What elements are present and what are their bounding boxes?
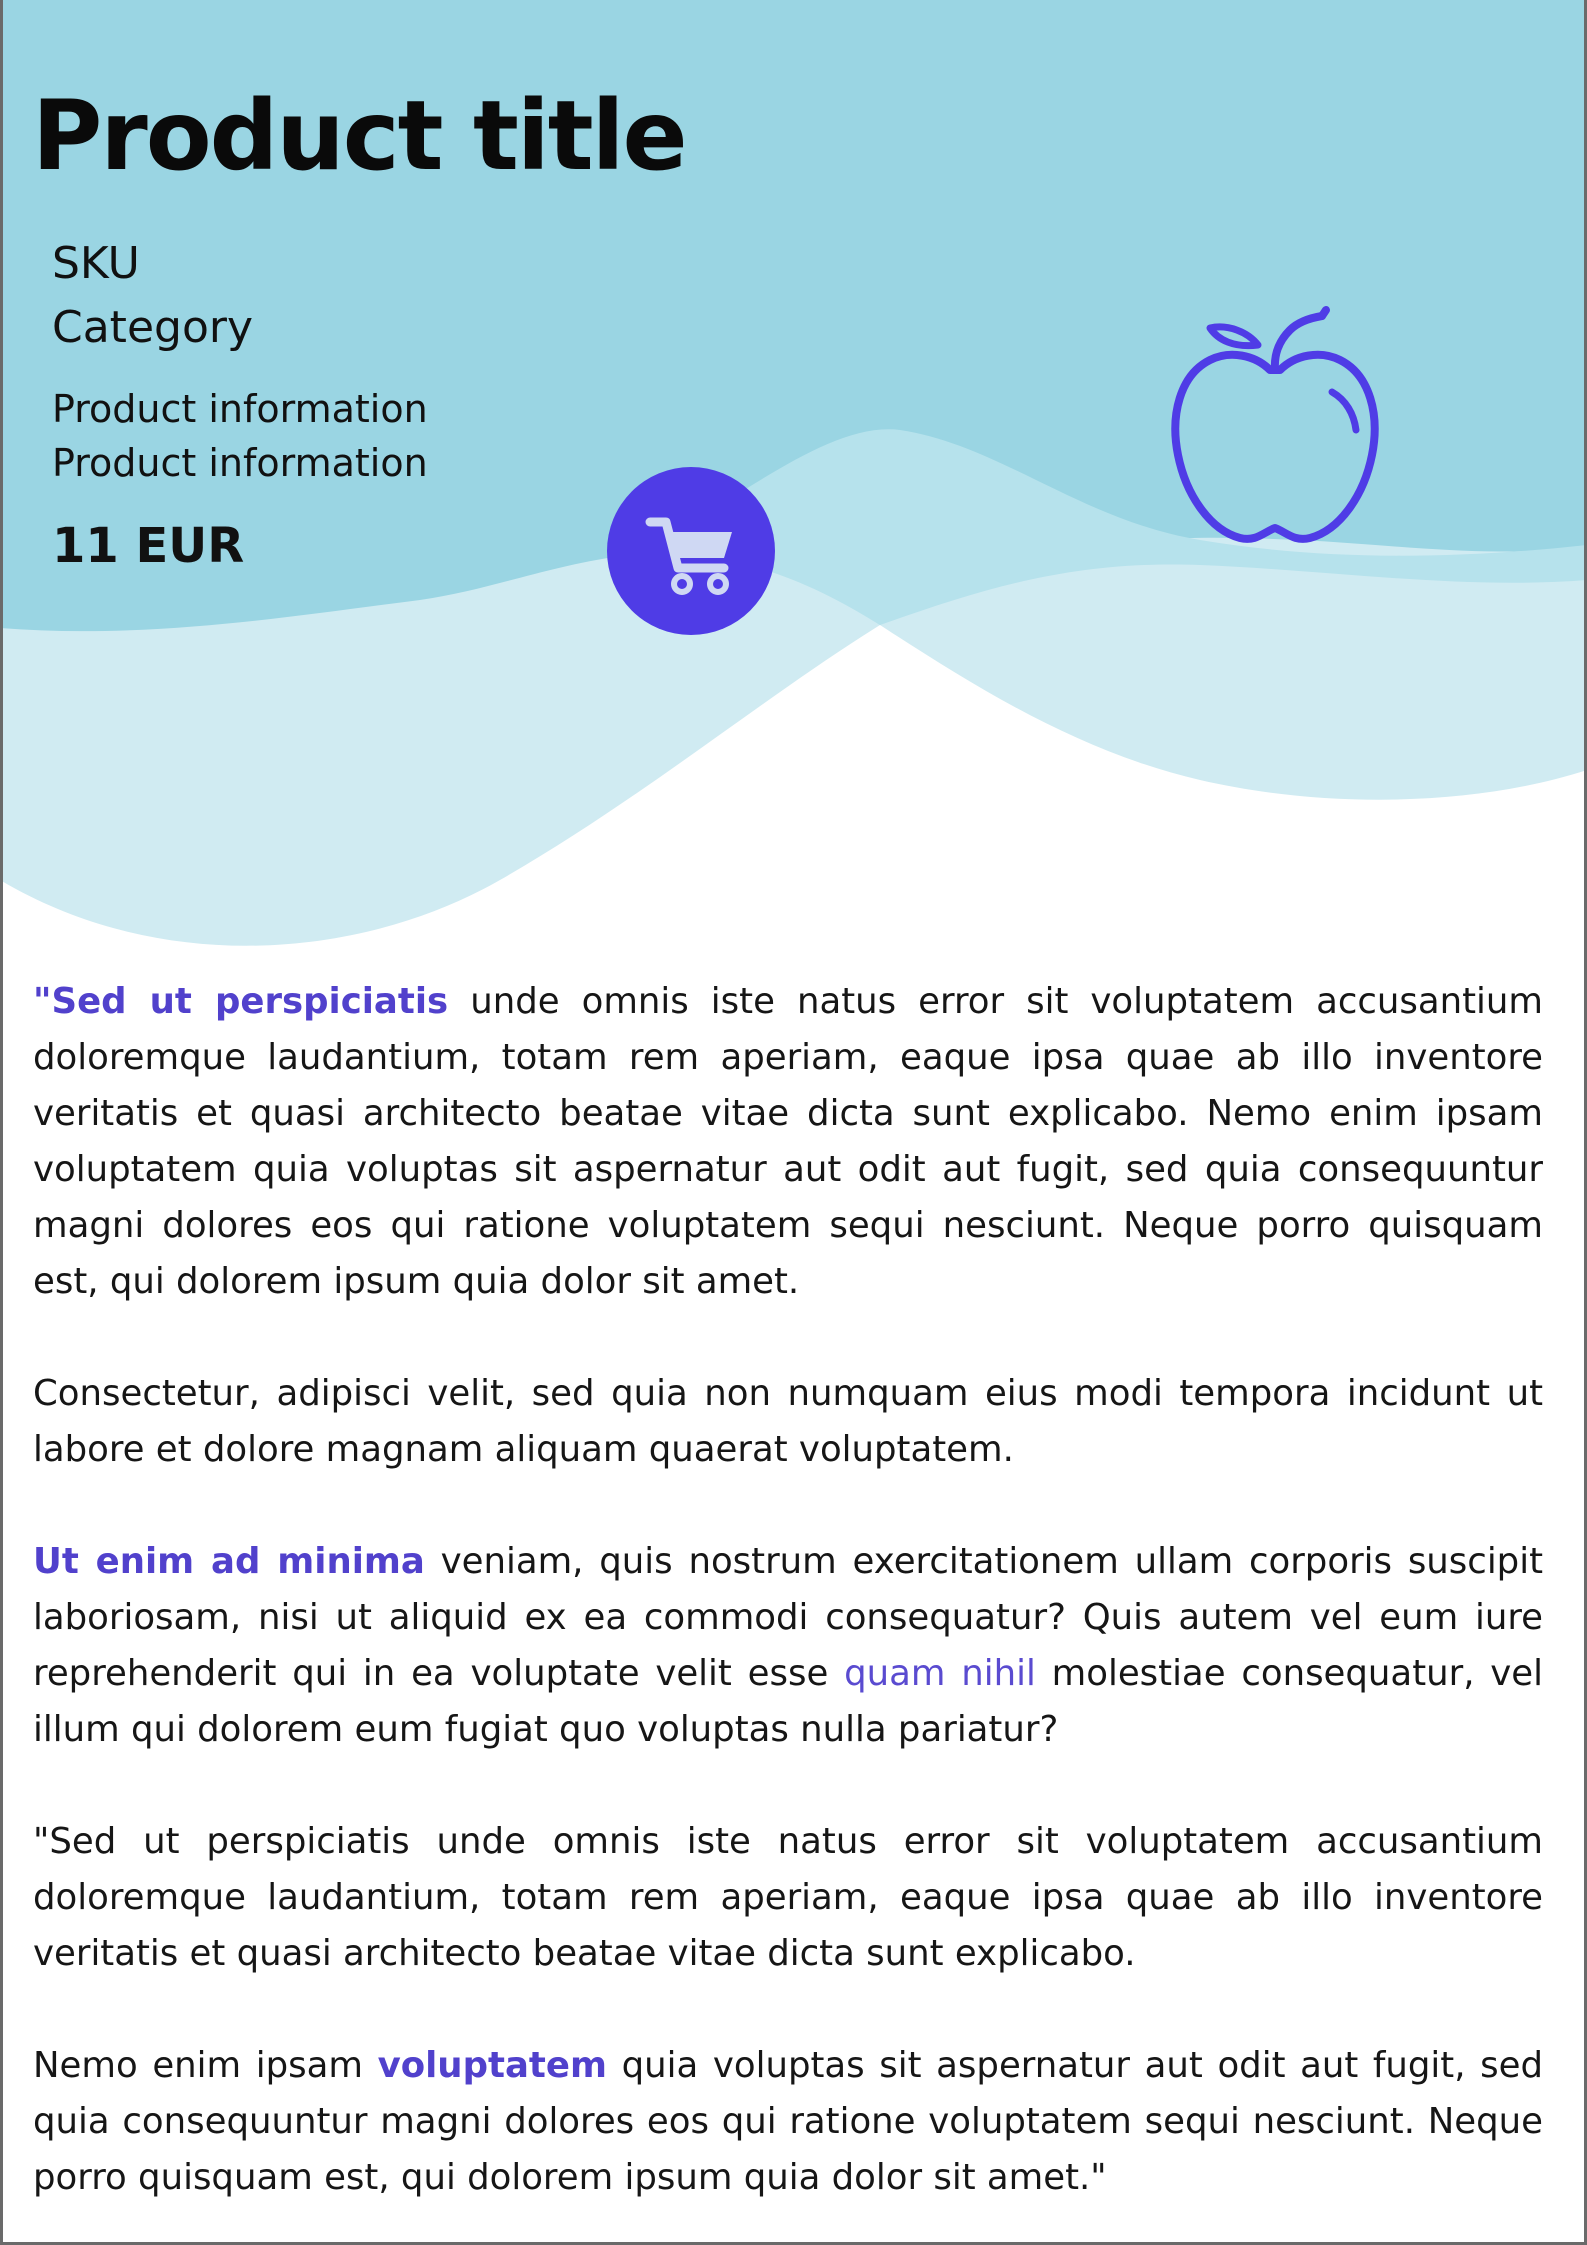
description-paragraph-2: Consectetur, adipisci velit, sed quia non numquam eius modi tempora incidunt ut labore et dolore magnam aliquam quaerat voluptatem. (33, 1373, 1543, 1470)
product-information-line-1: Product information (52, 387, 428, 431)
paragraph-1-lead: "Sed ut perspiciatis (33, 981, 449, 1022)
product-price: 11 EUR (52, 518, 245, 574)
shopping-cart-icon (636, 496, 746, 606)
description-paragraph-1 (33, 974, 1543, 1310)
product-description (33, 974, 1543, 2206)
description-paragraph-4: "Sed ut perspiciatis unde omnis iste natus error sit voluptatem accusantium doloremque laudantium, totam rem aperiam, eaque ipsa quae ab illo inventore veritatis et quasi architecto beatae vitae dicta sunt explicabo. (33, 1821, 1543, 1974)
description-paragraph-3 (33, 1534, 1543, 1758)
paragraph-3-end: molestiae consequatur, vel illum qui dolorem eum fugiat quo voluptas nulla pariatur? (33, 1653, 1543, 1750)
paragraph-5-end: quia voluptas sit aspernatur aut odit aut fugit, sed quia consequuntur magni dolores eos qui ratione voluptatem sequi nesciunt. Neque porro quisquam est, qui dolorem ipsum quia dolor sit amet." (33, 2045, 1543, 2198)
paragraph-5-highlight: voluptatem (377, 2045, 607, 2086)
paragraph-3-lead: Ut enim ad minima (33, 1541, 425, 1582)
product-header (0, 0, 1587, 620)
product-information-line-2: Product information (52, 441, 428, 485)
paragraph-1-text: unde omnis iste natus error sit voluptatem accusantium doloremque laudantium, totam rem aperiam, eaque ipsa quae ab illo inventore veritatis et quasi architecto beatae vitae dicta sunt explicabo. Nemo enim ipsam voluptatem quia voluptas sit aspernatur aut odit aut fugit, sed quia consequuntur magni dolores eos qui ratione voluptatem sequi nesciunt. Neque porro quisquam est, qui dolorem ipsum quia dolor sit amet. (33, 981, 1543, 1302)
add-to-cart-button[interactable] (607, 467, 775, 635)
paragraph-3-highlight: quam nihil (844, 1653, 1036, 1694)
product-sku: SKU (52, 238, 140, 289)
description-paragraph-5 (33, 2038, 1543, 2206)
product-category: Category (52, 302, 253, 353)
apple-icon (1160, 300, 1390, 550)
paragraph-3-text: veniam, quis nostrum exercitationem ullam corporis suscipit laboriosam, nisi ut aliquid ex ea commodi consequatur? Quis autem vel eum iure reprehenderit qui in ea voluptate velit esse (33, 1541, 1544, 1694)
product-title: Product title (32, 80, 686, 192)
paragraph-5-start: Nemo enim ipsam (33, 2045, 378, 2086)
